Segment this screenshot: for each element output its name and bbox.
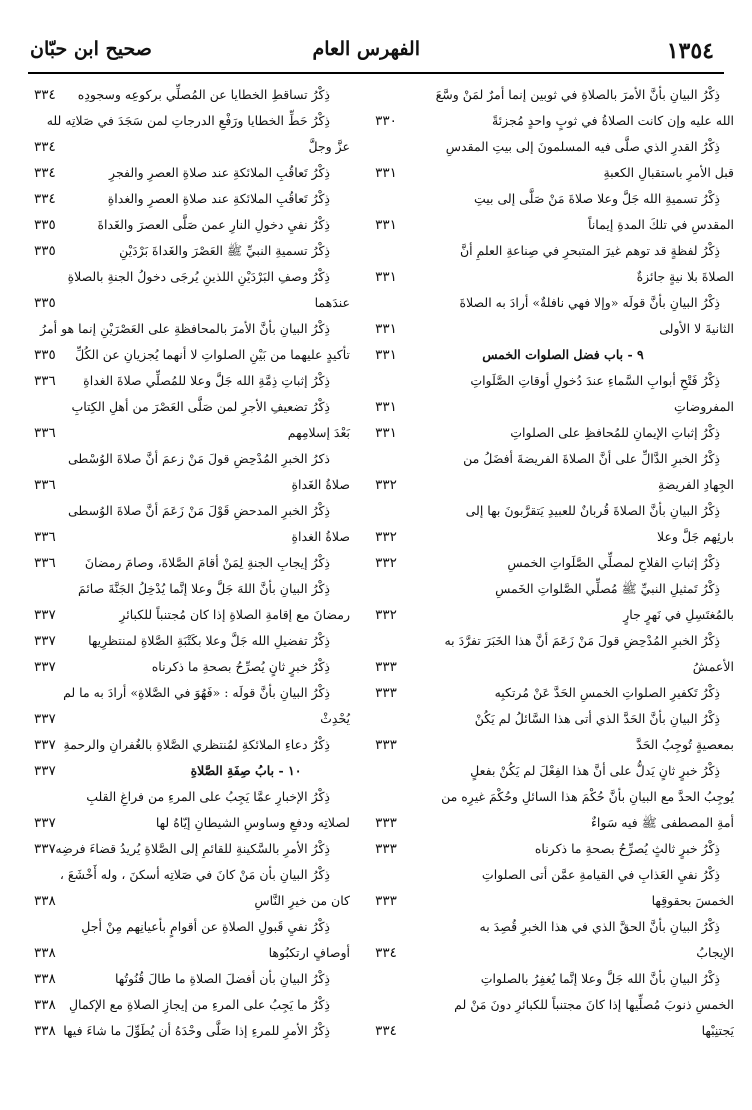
entry-text: ذِكْرُ البيانِ بأنَّ الصلاةَ قُربانٌ للعبيدِ يَتقرَّبونَ بها إلى [465, 503, 720, 518]
index-entry-line [392, 212, 734, 238]
index-entry-line [392, 914, 734, 940]
index-entry-line [34, 992, 408, 1018]
entry-number: ٣٣١ [375, 217, 397, 233]
index-entry-line [392, 940, 734, 966]
entry-text: ذِكْرُ إيجابِ الجنةِ لِمَنْ أقامَ الصَّلاةَ، وصامَ رمضانَ [84, 555, 330, 570]
index-entry-line [34, 940, 408, 966]
entry-text: بمعصيةٍ تُوجِبُ الحَدَّ [636, 737, 734, 752]
page-ref: ٣٣٥ [34, 217, 56, 233]
entry-text: لصلاتِه ودفعِ وساوسِ الشيطانِ إيّاهُ لها [155, 815, 350, 830]
page-ref: ٣٣٥ [34, 243, 56, 259]
entry-text: ذِكْرُ دعاءِ الملائكةِ لمُنتظري الصَّلاةِ بالغُفرانِ والرحمةِ [63, 737, 330, 752]
index-entry-line [34, 368, 408, 394]
page-ref: ٣٣٧ [34, 841, 56, 857]
entry-text: ذِكْرُ نفيِ دخولِ النارِ عمن صَلَّى العصرَ والغَداةَ [97, 217, 330, 232]
page-ref: ٣٣٧ [34, 633, 56, 649]
page-ref: ٣٣٨ [34, 997, 56, 1013]
entry-text: ١٠ - بابُ صِفَةِ الصَّلاةِ [190, 763, 302, 778]
entry-text: الخمسِ ذنوبَ مُصلِّيها إذا كانَ مجتنباً للكبائرِ دونَ مَنْ لم [454, 997, 734, 1012]
index-entry-line [392, 784, 734, 810]
index-entry-line [34, 316, 408, 342]
index-entry-line [392, 1018, 734, 1044]
index-entry-line [34, 498, 408, 524]
index-entry-line [392, 108, 734, 134]
entry-text: ذِكْرُ البيانِ بأنَّ الله جَلَّ وعلا إنَّما يُغفِرُ بالصلواتِ [480, 971, 720, 986]
entry-text: ٩ - باب فضل الصلوات الخمس [482, 347, 644, 362]
entry-text: عندَهما [314, 295, 350, 310]
entry-text: أوصافٍ ارتكبُوها [268, 945, 350, 960]
entry-number: ٣٣١ [375, 425, 397, 441]
entry-text: رمضانَ مع إقامةِ الصلاةِ إذا كان مُجتنباً للكبائرِ [119, 607, 350, 622]
entry-text: ذِكْرُ البيانِ بأنَّ الحقَّ الذي في هذا الخبرِ قُصِدَ به [479, 919, 720, 934]
page-ref: ٣٣٤ [34, 139, 56, 155]
book-title: صحيح ابن حبّان [30, 38, 152, 60]
entry-number: ٣٣١ [375, 399, 397, 415]
entry-number: ٣٣٤ [375, 1023, 397, 1039]
entry-text: صلاةُ الغداةِ [291, 529, 350, 544]
index-entry-line [34, 420, 408, 446]
entry-text: ذِكْرُ فَتْحِ أبوابِ السَّماءِ عندَ دُخولِ أوقاتِ الصَّلَواتِ [470, 373, 720, 388]
entry-text: الله عليه وإن كانت الصلاةُ في ثوبٍ واحدٍ مُجزئةً [491, 113, 734, 128]
index-entry-line [34, 680, 408, 706]
entry-text: تأكيدٍ عليهما من بَيْنِ الصلواتِ لا أنهما يُجزيانِ عن الكُلِّ [75, 347, 350, 362]
entry-text: يُحْدِثْ [320, 711, 350, 726]
entry-number: ٣٣٠ [375, 113, 397, 129]
entry-text: الثانيةَ لا الأولى [659, 321, 734, 336]
entry-text: ذِكْرُ خبرٍ ثانٍ يَدلُّ على أنَّ هذا الفِعْلَ لم يَكُنْ بفعلٍ [470, 763, 720, 778]
entry-text: ذِكْرُ إثباتِ الفلاحِ لمصلِّي الصَّلَواتِ الخمسِ [507, 555, 720, 570]
entry-text: ذِكْرُ إثباتِ ذِمَّةِ الله جَلَّ وعلا للمُصلِّي صلاةَ الغداةِ [83, 373, 330, 388]
page-ref: ٣٣٦ [34, 529, 56, 545]
page-ref: ٣٣٥ [34, 347, 56, 363]
index-entry-line [34, 628, 408, 654]
index-entry-line [34, 186, 408, 212]
index-entry-line [34, 82, 408, 108]
index-entry-line [392, 160, 734, 186]
entry-text: بَعْدَ إسلامِهم [287, 425, 350, 440]
entry-text: المفروضاتِ [674, 399, 734, 414]
entry-text: ذِكْرُ لفظةٍ قد توهم غيرَ المتبحرِ في صِناعةِ العلمِ أنَّ [459, 243, 720, 258]
index-entry-line [392, 706, 734, 732]
page-ref: ٣٣٧ [34, 659, 56, 675]
entry-number: ٣٣١ [375, 321, 397, 337]
entry-text: ذِكْرُ خبرٍ ثانٍ يُصرِّحُ بصحةِ ما ذكرناه [151, 659, 330, 674]
index-entry-line [392, 576, 734, 602]
entry-text: ذِكْرُ البيانِ بأنَّ قولَه : «فَهُوَ في الصَّلاةِ» أرادَ به ما لم [63, 685, 330, 700]
index-entry-line [34, 706, 408, 732]
index-entry-line [392, 810, 734, 836]
entry-number: ٣٣٣ [375, 893, 397, 909]
index-entry-line [392, 420, 734, 446]
page-ref: ٣٣٥ [34, 295, 56, 311]
index-entry-line [34, 966, 408, 992]
entry-text: يَجتنِبْها [701, 1023, 734, 1038]
index-entry-line [392, 992, 734, 1018]
index-entry-line [34, 212, 408, 238]
entry-text: الجِهادِ الفريضةِ [658, 477, 734, 492]
entry-text: قبل الأمرِ باستقبالِ الكعبةِ [603, 165, 734, 180]
entry-number: ٣٣٤ [375, 945, 397, 961]
page-header [30, 38, 720, 70]
entry-text: ذِكْرُ تَمثيلِ النبيِّ ﷺ مُصلِّي الصَّلواتِ الخَمسِ [495, 581, 720, 596]
index-entry-line [392, 654, 734, 680]
page-ref: ٣٣٧ [34, 815, 56, 831]
entry-text: ذِكْرُ نفيِ قَبولِ الصلاةِ عن أقوامٍ بأعيانِهم مِنْ أجلِ [81, 919, 330, 934]
index-entry-line [34, 342, 408, 368]
page-number: ١٣٥٤ [666, 38, 714, 64]
index-entry-line [34, 862, 408, 888]
entry-number: ٣٣١ [375, 347, 397, 363]
entry-text: ذِكْرُ الإخبارِ عمَّا يَجِبُ على المرءِ من فراغِ القلبِ [86, 789, 330, 804]
index-entry-line [34, 394, 408, 420]
page-ref: ٣٣٧ [34, 607, 56, 623]
index-entry-line [392, 524, 734, 550]
page-ref: ٣٣٨ [34, 945, 56, 961]
entry-text: الصلاةَ بلا نيةٍ جائزةٌ [636, 269, 734, 284]
entry-number: ٣٣٢ [375, 607, 397, 623]
page-ref: ٣٣٤ [34, 165, 56, 181]
entry-text: صلاةُ الغَداةِ [291, 477, 350, 492]
page-ref: ٣٣٨ [34, 893, 56, 909]
entry-number: ٣٣٢ [375, 477, 397, 493]
index-entry-line [392, 888, 734, 914]
entry-number: ٣٣٣ [375, 737, 397, 753]
index-entry-line [392, 290, 734, 316]
entry-text: ذِكْرُ خبرٍ ثالثٍ يُصرِّحُ بصحةِ ما ذكرناه [534, 841, 720, 856]
chapter-heading [392, 342, 734, 368]
entry-text: ذِكْرُ تَعاقُبِ الملائكةِ عند صلاةِ العصرِ والغداةِ [107, 191, 330, 206]
index-entry-line [392, 316, 734, 342]
entry-text: ذِكْرُ تفضيلِ الله جَلَّ وعلا بكَتْبَةِ الصَّلاةِ لمنتظرِيها [88, 633, 330, 648]
entry-number: ٣٣٢ [375, 555, 397, 571]
left-column [34, 82, 408, 1044]
index-entry-line [392, 602, 734, 628]
index-entry-line [392, 82, 734, 108]
entry-text: ذِكْرُ الأمرِ للمرءِ إذا صَلَّى وحْدَهُ أن يُطَوِّلَ ما شاءَ فيها [63, 1023, 330, 1038]
index-entry-line [34, 472, 408, 498]
index-entry-line [34, 1018, 408, 1044]
page-ref: ٣٣٦ [34, 425, 56, 441]
index-entry-line [34, 836, 408, 862]
index-entry-line [34, 264, 408, 290]
page-ref: ٣٣٦ [34, 555, 56, 571]
entry-text: ذكرُ الخبرِ المُدْحِضِ قولَ مَنْ زعمَ أنَّ صلاةَ الوُسْطى [67, 451, 330, 466]
entry-number: ٣٣١ [375, 165, 397, 181]
page-ref: ٣٣٦ [34, 373, 56, 389]
entry-text: ذِكْرُ الأمرِ بالسَّكينةِ للقائمِ إلى الصَّلاةِ يُريدُ قضاءَ فرضِه [55, 841, 330, 856]
index-entry-line [34, 108, 408, 134]
entry-number: ٣٣٣ [375, 685, 397, 701]
entry-text: ذِكْرُ البيانِ بأنَّ قولَه «وإلا فهي نافلةٌ» أرادَ به الصلاةَ [459, 295, 720, 310]
entry-text: الخمسَ بحقوقِها [651, 893, 734, 908]
entry-text: ذِكْرُ البيانِ بأنَّ الأمرَ بالمحافظةِ على العَصْرَيْنِ إنما هو أمرُ [40, 321, 330, 336]
entry-text: ذِكْرُ حَطِّ الخطايا ورَفْعِ الدرجاتِ لمن سَجَدَ في صَلاتِه لله [46, 113, 330, 128]
entry-text: ذِكْرُ الخبرِ الدَّالِّ على أنَّ الصلاةَ الفريضةَ أفضَلُ من [463, 451, 720, 466]
entry-number: ٣٣٢ [375, 529, 397, 545]
index-entry-line [34, 160, 408, 186]
entry-text: ذِكْرُ الخبرِ المدحضِ قَوْلَ مَنْ زَعَمَ أنَّ صلاةَ الوُسطى [67, 503, 330, 518]
index-entry-line [392, 732, 734, 758]
index-entry-line [392, 394, 734, 420]
index-entry-line [34, 524, 408, 550]
page-ref: ٣٣٧ [34, 711, 56, 727]
header-rule [28, 72, 724, 74]
index-entry-line [392, 628, 734, 654]
index-entry-line [34, 914, 408, 940]
page-ref: ٣٣٨ [34, 971, 56, 987]
index-entry-line [392, 472, 734, 498]
index-entry-line [34, 238, 408, 264]
entry-text: ذِكْرُ تَكفيرِ الصلواتِ الخمسِ الحَدَّ عَنْ مُرتكبِه [494, 685, 720, 700]
entry-text: ذِكْرُ إثباتِ الإيمانِ للمُحافظِ على الصلواتِ [510, 425, 720, 440]
entry-text: ذِكْرُ تضعيفِ الأجرِ لمن صَلَّى العَصْرَ من أهلِ الكِتابِ [71, 399, 330, 414]
index-entry-line [34, 654, 408, 680]
index-entry-line [392, 186, 734, 212]
entry-text: ذِكْرُ نفيِ العَذابِ في القيامةِ عمَّن أتى الصلواتِ [481, 867, 720, 882]
right-column [392, 82, 734, 1044]
index-entry-line [34, 602, 408, 628]
index-entry-line [392, 368, 734, 394]
entry-text: ذِكْرُ البيانِ بأن أفضلَ الصلاةِ ما طالَ قُنُوتُها [115, 971, 330, 986]
page-ref: ٣٣٧ [34, 763, 56, 779]
index-entry-line [34, 810, 408, 836]
index-entry-line [392, 836, 734, 862]
entry-text: ذِكْرُ الخبرِ المُدْحِضِ قولَ مَنْ زَعَمَ أنَّ هذا الخَبَرَ تفرَّدَ به [444, 633, 720, 648]
entry-text: ذِكْرُ ما يَجِبُ على المرءِ من إيجازِ الصلاةِ مع الإكمالِ [68, 997, 330, 1012]
entry-number: ٣٣٣ [375, 659, 397, 675]
index-entry-line [392, 862, 734, 888]
index-entry-line [34, 888, 408, 914]
chapter-heading [34, 758, 408, 784]
entry-number: ٣٣٣ [375, 841, 397, 857]
index-entry-line [34, 784, 408, 810]
index-entry-line [34, 550, 408, 576]
entry-text: يُوجِبُ الحدَّ مع البيانِ بأنَّ حُكْمَ هذا السائلِ وحُكْمَ غيرِه من [441, 789, 734, 804]
entry-number: ٣٣٣ [375, 815, 397, 831]
entry-text: بارئِهم جَلَّ وعلا [657, 529, 734, 544]
entry-text: بالمُغتَسِلِ في نَهرٍ جارٍ [623, 607, 734, 622]
entry-text: ذِكْرُ القدرِ الذي صلَّى فيه المسلمونَ إلى بيتِ المقدسِ [445, 139, 720, 154]
entry-text: المقدسِ في تلكَ المدةِ إيماناً [588, 217, 734, 232]
page-ref: ٣٣٦ [34, 477, 56, 493]
page-ref: ٣٣٤ [34, 191, 56, 207]
entry-text: ذِكْرُ تسميةِ الله جَلَّ وعلا صلاةَ مَنْ صَلَّى إلى بيتِ [473, 191, 720, 206]
index-entry-line [392, 550, 734, 576]
index-entry-line [34, 446, 408, 472]
entry-text: ذِكْرُ البيانِ بأنَّ اللهَ جَلَّ وعلا إنَّما يُدْخِلُ الجَنَّةَ صائمَ [78, 581, 330, 596]
entry-text: ذِكْرُ تساقطِ الخطايا عن المُصلِّي بركوعِه وسجودِه [77, 87, 330, 102]
index-entry-line [34, 290, 408, 316]
entry-text: ذِكْرُ تسميةِ النبيِّ ﷺ العَصْرَ والغَداةَ بَرْدَيْنِ [119, 243, 330, 258]
entry-text: ذِكْرُ تَعاقُبِ الملائكةِ عند صلاةِ العصرِ والفجرِ [109, 165, 330, 180]
page-ref: ٣٣٤ [34, 87, 56, 103]
index-entry-line [392, 758, 734, 784]
entry-text: الأعمشُ [692, 659, 734, 674]
entry-text: الإيجابُ [696, 945, 734, 960]
entry-text: عزَّ وجلَّ [308, 139, 350, 154]
page-ref: ٣٣٧ [34, 737, 56, 753]
index-entry-line [34, 576, 408, 602]
index-entry-line [34, 732, 408, 758]
index-entry-line [392, 134, 734, 160]
index-entry-line [392, 966, 734, 992]
index-entry-line [392, 446, 734, 472]
index-entry-line [392, 498, 734, 524]
section-title: الفهرس العام [312, 38, 420, 60]
entry-text: ذِكْرُ وصفِ البَرْدَيْنِ اللذينِ يُرجَى دخولُ الجنةِ بالصلاةِ [67, 269, 330, 284]
index-entry-line [392, 264, 734, 290]
entry-number: ٣٣١ [375, 269, 397, 285]
index-entry-line [392, 238, 734, 264]
index-entry-line [392, 680, 734, 706]
entry-text: أمةِ المصطفى ﷺ فيه سَواءٌ [591, 815, 734, 830]
entry-text: كان من خيرِ النَّاسِ [254, 893, 350, 908]
entry-text: ذِكْرُ البيانِ بأنَّ الحَدَّ الذي أتى هذا السَّائلُ لم يَكُنْ [474, 711, 720, 726]
entry-text: ذِكْرُ البيانِ بأنَّ الأمرَ بالصلاةِ في ثوبين إنما أمرٌ لمَنْ وسَّعَ [435, 87, 720, 102]
index-entry-line [34, 134, 408, 160]
entry-text: ذِكْرُ البيانِ بأن مَنْ كانَ في صَلاتِه أسكنَ ، وله أَخْشَعَ ، [59, 867, 330, 882]
page-ref: ٣٣٨ [34, 1023, 56, 1039]
